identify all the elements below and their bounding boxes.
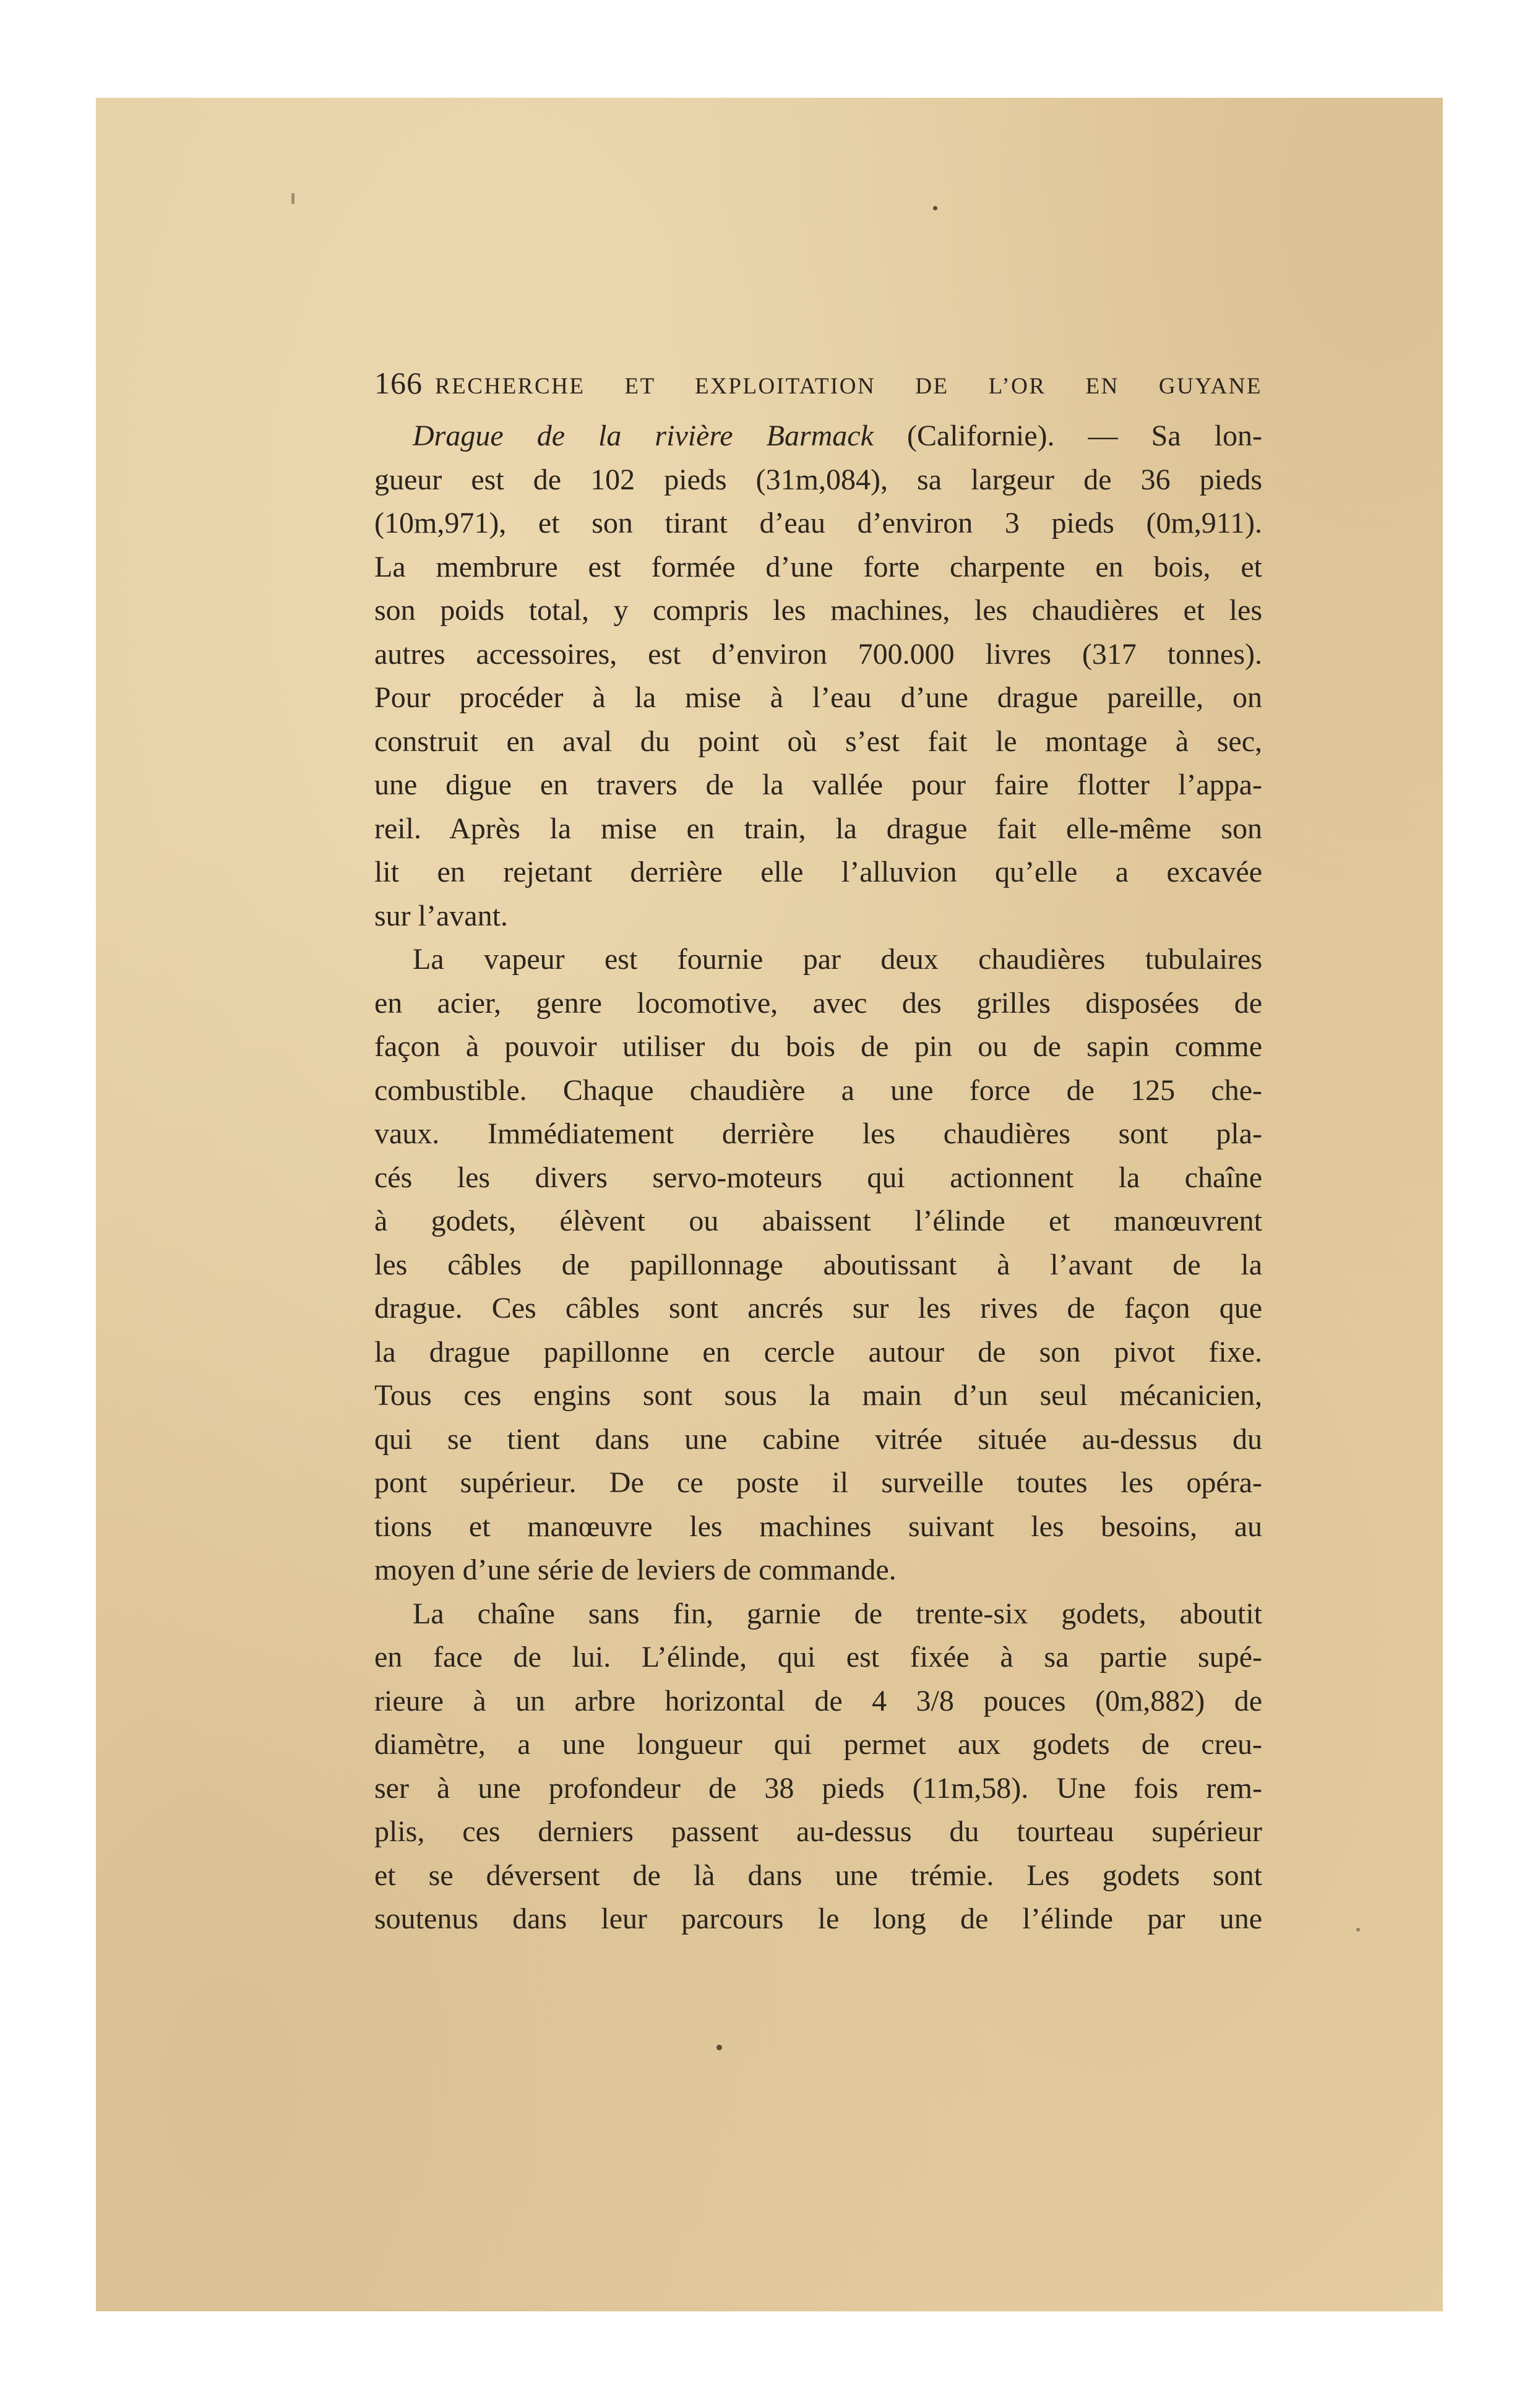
ink-speck — [933, 206, 937, 210]
text-line: plis, ces derniers passent au-dessus du tourteau supérieur — [374, 1815, 1262, 1848]
text-line: son poids total, y compris les machines, les chaudières et les — [374, 594, 1262, 627]
text-block — [374, 365, 1262, 1941]
text-line: façon à pouvoir utiliser du bois de pin ou de sapin comme — [374, 1030, 1262, 1063]
text-line: La membrure est formée d’une forte charpente en bois, et — [374, 550, 1262, 583]
text-line: une digue en travers de la vallée pour faire flotter l’appa- — [374, 768, 1262, 801]
paragraph-2 — [374, 938, 1262, 1592]
text-line: rieure à un arbre horizontal de 4 3/8 pouces (0m,882) de — [374, 1684, 1262, 1717]
text-line: tions et manœuvre les machines suivant les besoins, au — [374, 1510, 1262, 1543]
ink-speck — [1356, 1928, 1360, 1931]
page-number: 166 — [374, 366, 423, 400]
text-line: qui se tient dans une cabine vitrée située au-dessus du — [374, 1422, 1262, 1456]
text-line: La chaîne sans fin, garnie de trente-six godets, aboutit — [413, 1597, 1262, 1630]
text-line: et se déversent de là dans une trémie. Les godets sont — [374, 1858, 1262, 1892]
text-line: reil. Après la mise en train, la drague fait elle-même son — [374, 812, 1262, 845]
text-line: ser à une profondeur de 38 pieds (11m,58). Une fois rem- — [374, 1771, 1262, 1805]
text-line: combustible. Chaque chaudière a une force de 125 che- — [374, 1073, 1262, 1107]
text-line: pont supérieur. De ce poste il surveille toutes les opéra- — [374, 1466, 1262, 1499]
text-line: cés les divers servo-moteurs qui actionnent la chaîne — [374, 1161, 1262, 1194]
text-line: en face de lui. L’élinde, qui est fixée à sa partie supé- — [374, 1641, 1262, 1673]
text-line: (10m,971), et son tirant d’eau d’environ 3 pieds (0m,911). — [374, 507, 1262, 539]
text-line-tail: (Californie). — Sa lon- — [873, 419, 1262, 452]
italic-heading: Drague de la rivière Barmack — [413, 419, 874, 452]
ink-speck — [716, 2045, 722, 2050]
text-line: Pour procéder à la mise à l’eau d’une drague pareille, on — [374, 681, 1262, 714]
text-line — [374, 415, 1262, 458]
text-line: les câbles de papillonnage aboutissant à l’avant de la — [374, 1248, 1262, 1281]
text-line: autres accessoires, est d’environ 700.000 livres (317 tonnes). — [374, 637, 1262, 671]
text-line: drague. Ces câbles sont ancrés sur les rives de façon que — [374, 1292, 1262, 1325]
text-line: diamètre, a une longueur qui permet aux godets de creu- — [374, 1728, 1262, 1761]
text-line: vaux. Immédiatement derrière les chaudières sont pla- — [374, 1117, 1262, 1150]
text-line: lit en rejetant derrière elle l’alluvion qu’elle a excavée — [374, 856, 1262, 888]
text-line: à godets, élèvent ou abaissent l’élinde et manœuvrent — [374, 1205, 1262, 1237]
running-head — [374, 365, 1262, 401]
text-line: sur l’avant. — [374, 899, 508, 932]
paragraph-1 — [374, 415, 1262, 938]
text-line: moyen d’une série de leviers de commande. — [374, 1553, 897, 1586]
text-line: gueur est de 102 pieds (31m,084), sa largeur de 36 pieds — [374, 463, 1262, 496]
text-line: la drague papillonne en cercle autour de son pivot fixe. — [374, 1335, 1262, 1368]
text-line: La vapeur est fournie par deux chaudières tubulaires — [413, 943, 1262, 976]
text-line: construit en aval du point où s’est fait le montage à sec, — [374, 724, 1262, 758]
running-head-title: RECHERCHE ET EXPLOITATION DE L’OR EN GUYANE — [435, 374, 1262, 399]
text-line: Tous ces engins sont sous la main d’un seul mécanicien, — [374, 1379, 1262, 1412]
text-line: en acier, genre locomotive, avec des grilles disposées de — [374, 986, 1262, 1020]
paragraph-3 — [374, 1592, 1262, 1941]
ink-speck — [291, 193, 295, 204]
text-line: soutenus dans leur parcours le long de l’élinde par une — [374, 1902, 1262, 1935]
